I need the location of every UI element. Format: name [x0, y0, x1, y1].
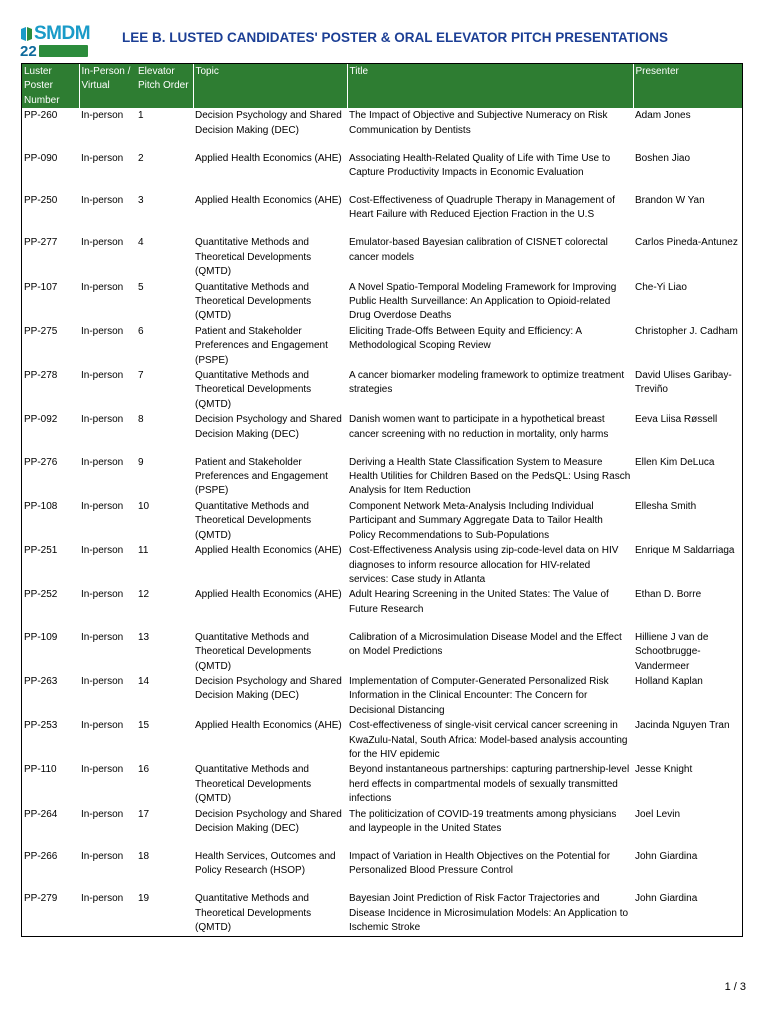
cell-order: 12: [138, 589, 150, 601]
page-number: 1 / 3: [724, 981, 746, 993]
cell-topic: Applied Health Economics (AHE): [195, 545, 342, 557]
cell-poster: PP-090: [24, 152, 58, 164]
logo-banner: [39, 45, 88, 57]
table-row: [22, 630, 742, 674]
cell-poster: PP-260: [24, 110, 58, 122]
cell-presenter: Carlos Pineda-Antunez: [635, 237, 738, 249]
cell-title: Impact of Variation in Health Objectives on the Potential for Personalized Blood Pressure Control: [349, 850, 611, 877]
cell-poster: PP-107: [24, 281, 58, 293]
cell-title: The politicization of COVID-19 treatments among physicians and laypeople in the United States: [349, 808, 617, 834]
table-row: [22, 674, 742, 718]
cell-topic: Decision Psychology and Shared Decision Making (DEC): [195, 808, 342, 834]
cell-mode: In-person: [81, 414, 124, 426]
cell-topic: Quantitative Methods and Theoretical Developments (QMTD): [195, 893, 312, 934]
table-row: [22, 762, 742, 806]
cell-topic: Patient and Stakeholder Preferences and Engagement (PSPE): [195, 325, 328, 366]
cell-poster: PP-252: [24, 589, 58, 601]
cell-title: Component Network Meta-Analysis Including Individual Participant and Summary Aggregate Data to Tailor Health Policy Recommendations to Sub-Populations: [349, 500, 603, 541]
cell-topic: Decision Psychology and Shared Decision Making (DEC): [195, 110, 342, 136]
cell-presenter: Ellen Kim DeLuca: [635, 456, 715, 468]
cell-mode: In-person: [81, 500, 124, 512]
cell-mode: In-person: [81, 456, 124, 468]
cell-presenter: Che-Yi Liao: [635, 281, 687, 293]
header-mode: In-Person / Virtual: [79, 64, 136, 108]
cell-order: 15: [138, 720, 150, 732]
table-row: [22, 849, 742, 891]
cell-poster: PP-263: [24, 675, 58, 687]
cell-mode: In-person: [81, 808, 124, 820]
cell-poster: PP-110: [24, 764, 57, 776]
cell-poster: PP-109: [24, 631, 58, 643]
cell-presenter: Ethan D. Borre: [635, 589, 702, 601]
cell-presenter: Holland Kaplan: [635, 675, 703, 687]
cell-order: 9: [138, 456, 144, 468]
table-header-row: [22, 64, 742, 108]
cell-presenter: Enrique M Saldarriaga: [635, 545, 735, 557]
cell-order: 5: [138, 281, 144, 293]
cell-topic: Patient and Stakeholder Preferences and Engagement (PSPE): [195, 456, 328, 497]
cell-title: Cost-Effectiveness of Quadruple Therapy in Management of Heart Failure with Reduced Ejection Fraction in the U.S: [349, 195, 615, 221]
cell-order: 7: [138, 370, 144, 382]
cell-topic: Quantitative Methods and Theoretical Developments (QMTD): [195, 764, 312, 805]
cell-poster: PP-266: [24, 850, 58, 862]
cell-mode: In-person: [81, 764, 124, 776]
header-presenter: Presenter: [633, 64, 742, 108]
table-row: [22, 587, 742, 629]
cell-title: Bayesian Joint Prediction of Risk Factor Trajectories and Disease Incidence in Microsimulation Models: An Application to Ischemic Stroke: [349, 893, 629, 934]
cell-topic: Quantitative Methods and Theoretical Developments (QMTD): [195, 370, 312, 410]
cell-title: Danish women want to participate in a hypothetical breast cancer screening with no reduction in mortality, only harms: [349, 414, 609, 440]
cell-topic: Quantitative Methods and Theoretical Developments (QMTD): [195, 631, 312, 672]
cell-presenter: Christopher J. Cadham: [635, 325, 738, 337]
header-title: Title: [347, 64, 633, 108]
presentations-table: [22, 64, 742, 936]
cell-poster: PP-251: [24, 545, 58, 557]
cell-topic: Quantitative Methods and Theoretical Developments (QMTD): [195, 237, 312, 278]
cell-order: 10: [138, 500, 150, 512]
table-row: [22, 151, 742, 193]
cell-title: Adult Hearing Screening in the United States: The Value of Future Research: [349, 589, 609, 615]
cell-topic: Decision Psychology and Shared Decision Making (DEC): [195, 675, 342, 702]
cell-mode: In-person: [81, 720, 124, 732]
cell-mode: In-person: [81, 850, 124, 862]
cell-presenter: Boshen Jiao: [635, 152, 691, 164]
logo-tagline: [39, 45, 88, 47]
cell-order: 11: [138, 545, 149, 557]
logo-number: 22: [20, 43, 37, 60]
table-row: [22, 543, 742, 587]
cell-poster: PP-276: [24, 456, 58, 468]
cell-order: 6: [138, 325, 144, 337]
cell-mode: In-person: [81, 195, 124, 206]
cell-presenter: Adam Jones: [635, 110, 691, 122]
cell-topic: Applied Health Economics (AHE): [195, 589, 342, 601]
table-row: [22, 412, 742, 454]
cell-poster: PP-277: [24, 237, 58, 249]
cell-title: Emulator-based Bayesian calibration of CISNET colorectal cancer models: [349, 237, 608, 263]
cell-presenter: John Giardina: [635, 893, 698, 905]
cell-title: Beyond instantaneous partnerships: capturing partnership-level herd effects in compartmental models of sexually transmitted infections: [349, 764, 630, 805]
cell-topic: Quantitative Methods and Theoretical Developments (QMTD): [195, 500, 312, 541]
cell-mode: In-person: [81, 110, 124, 122]
cell-title: Associating Health-Related Quality of Life with Time Use to Capture Productivity Impacts in Economic Evaluation: [349, 152, 611, 179]
cell-topic: Applied Health Economics (AHE): [195, 152, 342, 164]
cell-mode: In-person: [81, 589, 124, 601]
cell-mode: In-person: [81, 370, 124, 382]
cell-mode: In-person: [81, 325, 124, 337]
cell-mode: In-person: [81, 631, 124, 643]
cell-poster: PP-253: [24, 720, 58, 732]
table-row: [22, 499, 742, 543]
header-topic: Topic: [193, 64, 347, 108]
cell-title: Cost-effectiveness of single-visit cervical cancer screening in KwaZulu-Natal, South Africa: Model-based analysis accounting for the HIV epidemic: [349, 720, 628, 760]
cell-order: 13: [138, 631, 150, 643]
cell-poster: PP-250: [24, 195, 58, 206]
cell-presenter: Ellesha Smith: [635, 500, 697, 512]
cell-presenter: Eeva Liisa Røssell: [635, 414, 718, 426]
header-poster-number: Luster Poster Number: [22, 64, 79, 108]
cell-order: 2: [138, 152, 144, 164]
logo-brand: SMDM: [34, 23, 91, 44]
cell-topic: Decision Psychology and Shared Decision Making (DEC): [195, 414, 342, 440]
cell-presenter: Joel Levin: [635, 808, 681, 820]
cell-title: A cancer biomarker modeling framework to optimize treatment strategies: [349, 370, 625, 396]
cell-title: A Novel Spatio-Temporal Modeling Framework for Improving Public Health Surveillance: An Application to Opioid-related Drug Overdose Deaths: [349, 281, 617, 322]
cell-title: Cost-Effectiveness Analysis using zip-code-level data on HIV diagnoses to inform resource allocation for HIV-related services: Case study in Atlanta: [349, 545, 619, 585]
cell-title: Deriving a Health State Classification System to Measure Health Utilities for Children Based on the PedsQL: Using Rasch Analysis for Item Reduction: [349, 456, 631, 497]
header-pitch-order: Elevator Pitch Order: [136, 64, 193, 108]
smdm-mark-icon: [20, 27, 33, 42]
smdm-logo: [20, 24, 90, 60]
cell-poster: PP-275: [24, 325, 58, 337]
cell-presenter: John Giardina: [635, 850, 698, 862]
cell-presenter: David Ulises Garibay-Treviño: [635, 370, 732, 396]
cell-title: The Impact of Objective and Subjective Numeracy on Risk Communication by Dentists: [349, 110, 608, 136]
cell-order: 14: [138, 675, 150, 687]
cell-topic: Quantitative Methods and Theoretical Developments (QMTD): [195, 281, 312, 322]
cell-mode: In-person: [81, 152, 124, 164]
cell-order: 18: [138, 850, 150, 862]
cell-topic: Health Services, Outcomes and Policy Research (HSOP): [195, 850, 336, 877]
table-row: [22, 108, 742, 150]
cell-topic: Applied Health Economics (AHE): [195, 195, 342, 206]
cell-mode: In-person: [81, 893, 124, 905]
cell-order: 19: [138, 893, 150, 905]
table-row: [22, 455, 742, 499]
cell-poster: PP-108: [24, 500, 58, 512]
cell-title: Calibration of a Microsimulation Disease Model and the Effect on Model Predictions: [349, 631, 622, 658]
cell-presenter: Brandon W Yan: [635, 195, 705, 206]
cell-title: Implementation of Computer-Generated Personalized Risk Information in the Clinical Encounter: The Concern for Decisional Distancing: [349, 675, 609, 716]
cell-mode: In-person: [81, 675, 124, 687]
cell-mode: In-person: [81, 545, 124, 557]
cell-presenter: Hilliene J van de Schootbrugge-Vandermeer: [635, 631, 709, 672]
cell-mode: In-person: [81, 237, 124, 249]
cell-order: 4: [138, 237, 144, 249]
table-row: [22, 718, 742, 762]
table-row: [22, 324, 742, 368]
cell-order: 8: [138, 414, 144, 426]
table-row: [22, 368, 742, 412]
cell-poster: PP-279: [24, 893, 58, 905]
table-row: [22, 235, 742, 279]
table-row: [22, 891, 742, 935]
cell-title: Eliciting Trade-Offs Between Equity and Efficiency: A Methodological Scoping Review: [349, 325, 582, 352]
document-title: LEE B. LUSTED CANDIDATES' POSTER & ORAL ELEVATOR PITCH PRESENTATIONS: [122, 30, 668, 45]
cell-poster: PP-278: [24, 370, 58, 382]
cell-poster: PP-264: [24, 808, 58, 820]
cell-order: 17: [138, 808, 150, 820]
cell-order: 1: [138, 110, 144, 122]
cell-presenter: Jesse Knight: [635, 764, 693, 776]
table-row: [22, 807, 742, 849]
cell-presenter: Jacinda Nguyen Tran: [635, 720, 730, 732]
cell-order: 16: [138, 764, 150, 776]
table-row: [22, 280, 742, 324]
table-row: [22, 193, 742, 235]
cell-order: 3: [138, 195, 144, 206]
cell-mode: In-person: [81, 281, 124, 293]
cell-poster: PP-092: [24, 414, 58, 426]
cell-topic: Applied Health Economics (AHE): [195, 720, 342, 732]
